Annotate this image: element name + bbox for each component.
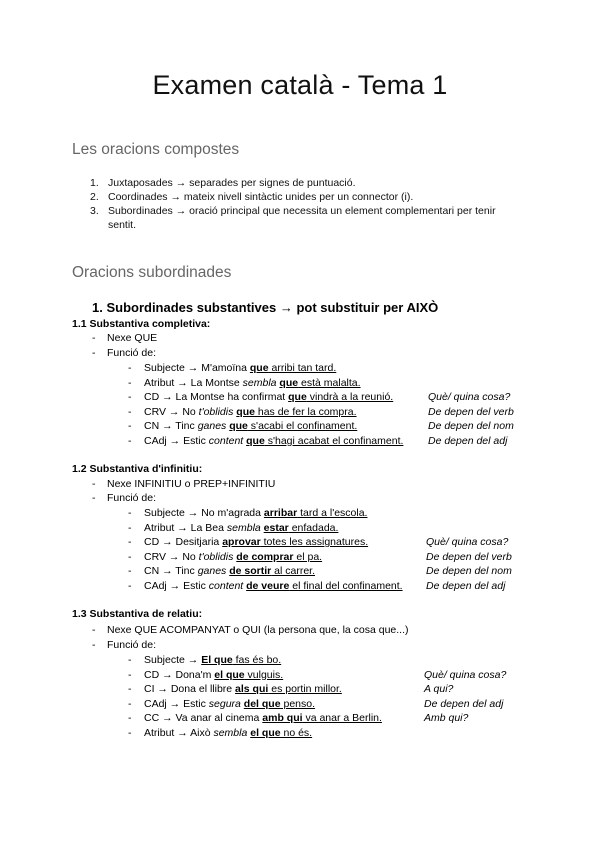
example-subordinate [236, 406, 356, 418]
nexe-text: Nexe QUE [107, 332, 158, 344]
example-text [144, 362, 336, 374]
example-subordinate [246, 435, 403, 447]
example-subordinate [250, 727, 312, 739]
example-note: A qui? [424, 683, 454, 696]
example-prefix: CRV → No [144, 550, 199, 563]
example-rest: s'acabi el confinament. [247, 420, 358, 433]
example-rest: es portin millor. [268, 683, 342, 696]
example-regent-word: sembla [213, 727, 248, 739]
heading-subordinades-substantives: 1. Subordinades substantives → pot substituir per AIXÒ [92, 300, 439, 315]
bullet-dash: - [128, 712, 132, 725]
example-prefix: CD → La Montse ha confirmat [144, 391, 289, 404]
example-prefix: CI → Dona el llibre [144, 683, 236, 696]
example-prefix: Subjecte → No m'agrada [144, 507, 264, 519]
example-rest: enfadada. [288, 521, 339, 534]
example-nexe: que [229, 420, 248, 433]
heading-completiva: 1.1 Substantiva completiva: [72, 318, 211, 330]
example-subordinate [264, 522, 339, 534]
example-subordinate [279, 377, 360, 389]
example-regent-word: content [208, 580, 244, 592]
funcio-text: Funció de: [107, 492, 157, 504]
example-nexe: el que [214, 668, 245, 681]
example-note: De depen del nom [428, 420, 514, 433]
example-note: De depen del verb [426, 550, 512, 563]
bullet-dash: - [128, 391, 132, 404]
example-regent-word: ganes [197, 565, 227, 578]
example-note: De depen del nom [426, 565, 512, 578]
example-regent-word: content [208, 435, 244, 447]
example-text [144, 727, 312, 739]
example-subordinate [222, 536, 368, 548]
example-rest: tard a l'escola. [297, 507, 368, 519]
example-regent-word: sembla [226, 521, 261, 534]
example-rest: has de fer la compra. [254, 405, 357, 418]
list-number: 1. [90, 177, 99, 189]
example-rest: arribi tan tard. [268, 362, 337, 374]
example-prefix: CAdj → Estic [144, 697, 209, 710]
example-rest: al carrer. [271, 565, 315, 578]
example-rest: totes les assignatures. [260, 536, 369, 549]
example-nexe: que [246, 435, 265, 447]
example-nexe: de comprar [236, 550, 294, 563]
example-nexe: de sortir [229, 565, 272, 578]
example-nexe: estar [263, 521, 289, 534]
example-subordinate [288, 391, 393, 403]
example-prefix: Atribut → La Bea [144, 521, 227, 534]
example-nexe: amb qui [262, 712, 303, 725]
example-prefix: CD → Dona'm [144, 668, 215, 681]
example-nexe: que [249, 362, 269, 374]
example-regent-word: sembla [242, 376, 277, 389]
example-subordinate [236, 551, 322, 563]
example-text [144, 580, 403, 592]
example-subordinate [250, 362, 336, 374]
example-nexe: el que [250, 727, 281, 739]
example-text [144, 712, 382, 724]
example-note: Què/ quina cosa? [426, 536, 509, 549]
example-prefix: Atribut → La Montse [144, 376, 243, 389]
bullet-dash: - [128, 521, 132, 534]
bullet-dash: - [128, 405, 132, 418]
nexe-text: Nexe INFINITIU o PREP+INFINITIU [107, 478, 276, 490]
example-prefix: CN → Tinc [144, 565, 198, 578]
example-nexe: que [288, 391, 307, 404]
example-prefix: Atribut → Això [144, 727, 214, 739]
term-definition: oració principal que necessita un element complementari per tenir [189, 205, 496, 217]
bullet-dash: - [128, 376, 132, 389]
bullet-dash: - [128, 362, 132, 374]
example-rest: fas és bo. [232, 654, 282, 666]
bullet-dash: - [128, 420, 132, 433]
example-note: Amb qui? [424, 712, 469, 725]
example-note: Què/ quina cosa? [424, 668, 507, 681]
bullet-dash: - [128, 507, 132, 519]
example-prefix: CN → Tinc [144, 420, 198, 433]
heading-relatiu: 1.3 Substantiva de relatiu: [72, 608, 203, 620]
example-nexe: als qui [235, 683, 269, 696]
bullet-dash: - [128, 565, 132, 578]
term-definition-continued: sentit. [108, 219, 137, 231]
example-text [144, 698, 315, 710]
example-text [144, 565, 315, 577]
example-regent-word: ganes [197, 420, 227, 433]
example-subordinate [235, 683, 342, 695]
example-regent-word: t'oblidis [198, 550, 234, 563]
example-nexe: de veure [246, 580, 290, 592]
bullet-dash: - [128, 550, 132, 563]
example-rest: està malalta. [298, 376, 361, 389]
example-prefix: CC → Va anar al cinema [144, 712, 263, 725]
bullet-dash: - [128, 536, 132, 549]
example-note: De depen del verb [428, 405, 514, 418]
example-text [144, 507, 367, 519]
example-subordinate [262, 712, 382, 724]
example-nexe: que [236, 405, 255, 418]
example-subordinate [201, 654, 281, 666]
example-text [144, 377, 361, 389]
example-subordinate [264, 507, 368, 519]
example-prefix: Subjecte → M'amoïna [144, 362, 250, 374]
example-note: Què/ quina cosa? [428, 391, 511, 404]
bullet-dash: - [128, 580, 132, 592]
example-text [144, 406, 357, 418]
example-subordinate [246, 580, 402, 592]
bullet-dash: - [128, 697, 132, 710]
example-rest: penso. [280, 697, 316, 710]
example-regent-word: t'oblidis [198, 405, 234, 418]
term-juxtaposades: Juxtaposades [108, 177, 173, 189]
example-regent-word: segura [208, 697, 241, 710]
bullet-dash: - [128, 668, 132, 681]
example-text [144, 654, 281, 666]
example-text [144, 435, 403, 447]
example-note: De depen del adj [424, 697, 504, 710]
example-subordinate [244, 698, 315, 710]
example-rest: s'hagi acabat el confinament. [264, 435, 404, 447]
example-text [144, 669, 283, 681]
example-text [144, 522, 338, 534]
term-definition: separades per signes de puntuació. [189, 177, 356, 189]
funcio-text: Funció de: [107, 347, 157, 359]
example-nexe: aprovar [222, 536, 261, 549]
example-nexe: que [279, 376, 299, 389]
example-prefix: Subjecte → [144, 654, 202, 666]
example-rest: va anar a Berlin. [302, 712, 382, 725]
heading-oracions-subordinades: Oracions subordinades [72, 264, 232, 281]
example-text [144, 536, 368, 548]
heading-oracions-compostes: Les oracions compostes [72, 141, 240, 158]
example-prefix: CAdj → Estic [144, 435, 209, 447]
bullet-dash: - [128, 727, 132, 739]
example-rest: no és. [280, 727, 313, 739]
list-number: 2. [90, 191, 99, 203]
example-text [144, 420, 357, 432]
document-title: Examen català - Tema 1 [152, 70, 448, 100]
term-subordinades: Subordinades [108, 205, 173, 217]
example-nexe: arribar [263, 507, 298, 519]
example-note: De depen del adj [428, 435, 508, 447]
example-rest: el pa. [293, 550, 323, 563]
example-subordinate [214, 669, 283, 681]
example-subordinate [229, 420, 357, 432]
example-text [144, 551, 322, 563]
example-rest: vindrà a la reunió. [306, 391, 394, 404]
bullet-dash: - [128, 683, 132, 696]
term-coordinades: Coordinades [108, 191, 168, 203]
funcio-text: Funció de: [107, 639, 157, 651]
example-subordinate [229, 565, 315, 577]
example-nexe: del que [243, 697, 281, 710]
example-prefix: CD → Desitjaria [144, 536, 223, 549]
nexe-text: Nexe QUE ACOMPANYAT o QUI (la persona que, la cosa que...) [107, 624, 409, 636]
example-rest: el final del confinament. [289, 580, 403, 592]
term-definition: mateix nivell sintàctic unides per un connector (i). [183, 191, 414, 203]
example-note: De depen del adj [426, 580, 506, 592]
bullet-dash: - [128, 654, 132, 666]
example-nexe: El que [201, 654, 233, 666]
example-prefix: CRV → No [144, 405, 199, 418]
bullet-dash: - [128, 435, 132, 447]
example-text [144, 683, 342, 695]
heading-infinitiu: 1.2 Substantiva d'infinitiu: [72, 463, 203, 475]
example-rest: vulguis. [244, 668, 284, 681]
example-prefix: CAdj → Estic [144, 580, 209, 592]
list-number: 3. [90, 205, 99, 217]
example-text [144, 391, 393, 403]
